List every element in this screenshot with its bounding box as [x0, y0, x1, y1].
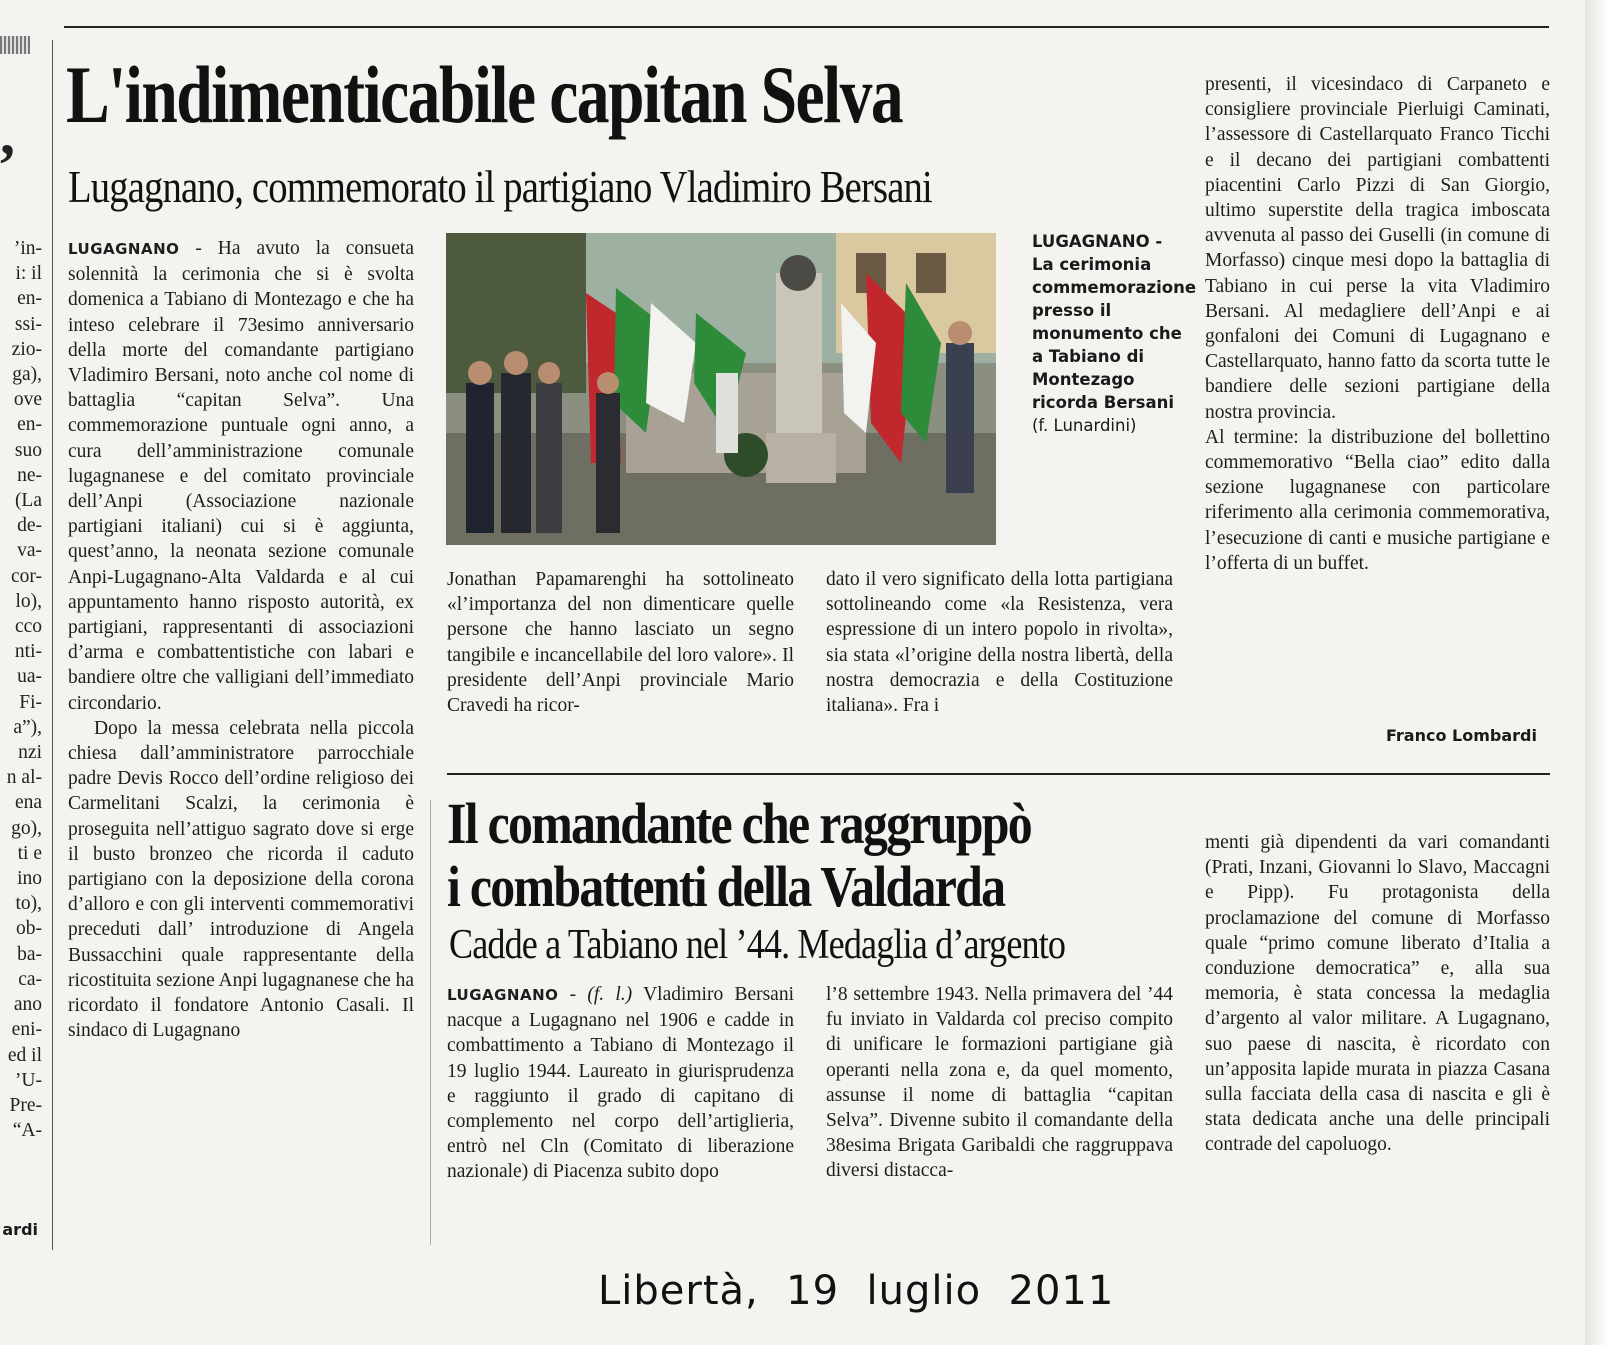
article-divider — [447, 773, 1550, 775]
fragment-line: zio- — [11, 338, 42, 360]
article1-lead-text: Ha avuto la consueta solennità la cerimonia che si è svolta domenica a Tabiano di Montezago e che ha inteso celebrare il 73esimo anniversario della morte del comandante partigiano Vladimiro Bersani, noto anche col nome di battaglia “capitan Selva”. Una commemorazione puntuale ogni anno, a cura dell’amministrazione comunale lugagnanese e del comitato provinciale dell’Anpi (Associazione nazionale partigiani italiani) cui si è aggiunta, quest’anno, la neonata sezione comunale Anpi-Lugagnano-Alta Valdarda e al cui appuntamento hanno risposto autorità, ex partigiani, rappresentanti di associazioni d’arma e combattentistiche con labari e bandiere oltre che valligiani dell’immediato circondario. — [68, 238, 414, 714]
fragment-line: ne- — [17, 464, 42, 486]
article2-column-1-paragraph: LUGAGNANO - (f. l.) Vladimiro Bersani nacque a Lugagnano nel 1906 e cadde in combattimento a Tabiano di Montezago il 19 luglio 1944. Laureato in giurisprudenza e raggiunto il grado di capitano di complemento nel corpo dell’artiglieria, entrò nel Cln (Comitato di liberazione nazionale) di Piacenza subito dopo — [447, 984, 795, 1183]
fragment-line: (La — [14, 490, 42, 512]
fragment-line: to), — [15, 893, 42, 915]
ceremony-photo — [446, 233, 996, 545]
column-divider-left — [52, 40, 53, 1250]
grey-marker — [0, 36, 30, 54]
article1-column-4-paragraph-2: Al termine: la distribuzione del bollettino commemorativo “Bella ciao” edito dalla sezione lugagnanese con particolare riferimento alla cerimonia commemorativa, l’esecuzione di canti e musiche partigiane e l’offerta di un buffet. — [1205, 426, 1550, 574]
caption-text: La cerimonia commemorazione presso il monumento che a Tabiano di Montezago ricorda Bersani — [1032, 255, 1197, 412]
caption-credit: (f. Lunardini) — [1032, 416, 1137, 435]
fragment-line: suo — [14, 439, 42, 461]
fragment-line: nti- — [14, 641, 42, 663]
article2-column-1 — [447, 982, 794, 1185]
article1-column-4 — [1205, 72, 1550, 576]
article1-column-2: Jonathan Papamarenghi ha sottolineato «l’importanza del non dimenticare quelle persone che hanno lasciato un segno tangibile e incancellabile del loro valore». Il presidente dell’Anpi provinciale Mario Cravedi ha ricor- — [447, 569, 794, 717]
article1-column-4-paragraph-1: presenti, il vicesindaco di Carpaneto e consigliere provinciale Pierluigi Caminati, l’assessore di Castellarquato Franco Ticchi e il decano dei partigiani combattenti piacentini Carlo Pizzi di San Giorgio, ultimo superstite della tragica imboscata avvenuta al passo dei Guselli (in comune di Morfasso) cinque mesi dopo la battaglia di Tabiano in cui perse la vita Vladimiro Bersani. Al medagliere dell’Anpi e ai gonfaloni dei Comuni di Lugagnano e Castellarquato, hanno fatto da scorta tutte le bandiere delle sezioni partigiane della nostra provincia. — [1205, 74, 1550, 423]
article1-lead-paragraph: LUGAGNANO - Ha avuto la consueta solennità la cerimonia che si è svolta domenica a Tabiano di Montezago e che ha inteso celebrare il 73esimo anniversario della morte del comandante partigiano Vladimiro Bersani, noto anche col nome di battaglia “capitan Selva”. Una commemorazione puntuale ogni anno, a cura dell’amministrazione comunale lugagnanese e del comitato provinciale dell’Anpi (Associazione nazionale partigiani italiani) cui si è aggiunta, quest’anno, la neonata sezione comunale Anpi-Lugagnano-Alta Valdarda e al cui appuntamento hanno risposto autorità, ex partigiani, rappresentanti di associazioni d’arma e combattentistiche con labari e bandiere oltre che valligiani dell’immediato circondario. — [68, 238, 414, 714]
fragment-line: i: il — [15, 263, 42, 285]
fragment-line: ba- — [17, 943, 42, 965]
article2-dateline: LUGAGNANO — [447, 986, 559, 1004]
article1-dateline: LUGAGNANO — [68, 240, 180, 258]
fragment-line: ano — [13, 994, 42, 1016]
article2-column-1-text: Vladimiro Bersani nacque a Lugagnano nel 1906 e cadde in combattimento a Tabiano di Montezago il 19 luglio 1944. Laureato in giurisprudenza e raggiunto il grado di capitano di complemento nel corpo dell’artiglieria, entrò nel Cln (Comitato di liberazione nazionale) di Piacenza subito dopo — [447, 984, 795, 1183]
fragment-line: va- — [17, 540, 42, 562]
adjacent-article-byline: ardi — [2, 1220, 38, 1239]
fragment-line: ino — [17, 868, 42, 890]
photo-caption — [1032, 230, 1197, 437]
fragment-line: ga), — [12, 364, 42, 386]
fragment-line: eni- — [11, 1019, 42, 1041]
fragment-line: ob- — [16, 918, 42, 940]
adjacent-article-fragment — [0, 236, 42, 1143]
fragment-line: ua- — [17, 666, 42, 688]
fragment-line: en- — [17, 414, 42, 436]
fragment-line: ed il — [7, 1044, 42, 1066]
column-divider-a1 — [430, 800, 431, 1245]
fragment-line: ove — [13, 389, 42, 411]
fragment-line: ssi- — [14, 313, 42, 335]
fragment-line: Fi- — [14, 691, 42, 713]
article1-subheadline: Lugagnano, commemorato il partigiano Vladimiro Bersani — [68, 161, 932, 212]
caption-place: LUGAGNANO - — [1032, 232, 1163, 251]
article2-headline-line-2: i combattenti della Valdarda — [447, 854, 1005, 919]
top-rule — [64, 26, 1549, 28]
article2-column-3: menti già dipendenti da vari comandanti (Prati, Inzani, Giovanni lo Slavo, Maccagni e Pipp). Fu protagonista della proclamazione del comune di Morfasso quale “primo comune liberato d’Italia a conduzione democratica” e, alla sua memoria, è stata concessa la medaglia d’argento al valor militare. A Lugagnano, suo paese di nascita, è ricordato con un’apposita lapide murata in piazza Casana sulla facciata della casa di nascita e gli è stata dedicata anche una delle principali contrade del capoluogo. — [1205, 832, 1550, 1156]
fragment-line: cco — [14, 616, 42, 638]
fragment-line: go), — [11, 817, 42, 839]
publication-date: Libertà, 19 luglio 2011 — [598, 1268, 1115, 1314]
article2-initials: (f. l.) — [587, 984, 633, 1005]
article2-headline-line-1: Il comandante che raggruppò — [447, 791, 1032, 856]
fragment-line: n al- — [6, 767, 42, 789]
ceremony-photo-illustration — [446, 233, 996, 545]
fragment-line: ti e — [17, 842, 42, 864]
page-edge — [1585, 0, 1624, 1345]
article1-paragraph-2: Dopo la messa celebrata nella piccola chiesa dall’amministratore parrocchiale padre Devis Rocco dell’ordine religioso dei Carmelitani Scalzi, la cerimonia è proseguita nell’attiguo sagrato dove si erge il busto bronzeo che ricorda il caduto partigiano con la deposizione della corona d’alloro e con gli interventi commemorativi preceduti dall’ introduzione di Angela Bussacchini quale rappresentante della ricostituita sezione Anpi lugagnanese che ha ricordato il fondatore Antonio Casali. Il sindaco di Lugagnano — [68, 717, 415, 1042]
fragment-line: lo), — [15, 590, 42, 612]
fragment-line: de- — [17, 515, 42, 537]
article1-byline: Franco Lombardi — [1386, 726, 1537, 745]
fragment-line: ena — [14, 792, 42, 814]
fragment-line: “A- — [7, 1120, 42, 1142]
fragment-line: ’U- — [14, 1069, 42, 1091]
article2-column-2: l’8 settembre 1943. Nella primavera del ’44 fu inviato in Valdarda col preciso compito di unificare le formazioni partigiane già operanti nella zona e, da quel momento, assunse il nome di battaglia “capitan Selva”. Divenne subito il comandante della 38esima Brigata Garibaldi che raggruppava diversi distacca- — [826, 984, 1173, 1182]
article1-headline: L'indimenticabile capitan Selva — [66, 49, 903, 140]
fragment-line: nzi — [18, 742, 42, 764]
article1-column-1 — [68, 236, 414, 1044]
fragment-glyph: , — [0, 101, 15, 167]
fragment-line: ca- — [18, 968, 42, 990]
fragment-line: a”), — [13, 716, 42, 738]
fragment-line: Pre- — [9, 1094, 42, 1116]
fragment-line: cor- — [10, 565, 42, 587]
article2-subheadline: Cadde a Tabiano nel ’44. Medaglia d’argento — [449, 922, 1066, 968]
fragment-line: en- — [17, 288, 42, 310]
fragment-line: ’in- — [13, 238, 42, 259]
article1-column-3: dato il vero significato della lotta partigiana sottolineando come «la Resistenza, vera espressione di un intero popolo in rivolta», sia stata «l’origine della nostra libertà, della nostra democrazia e della Costituzione italiana». Fra i — [826, 569, 1173, 717]
